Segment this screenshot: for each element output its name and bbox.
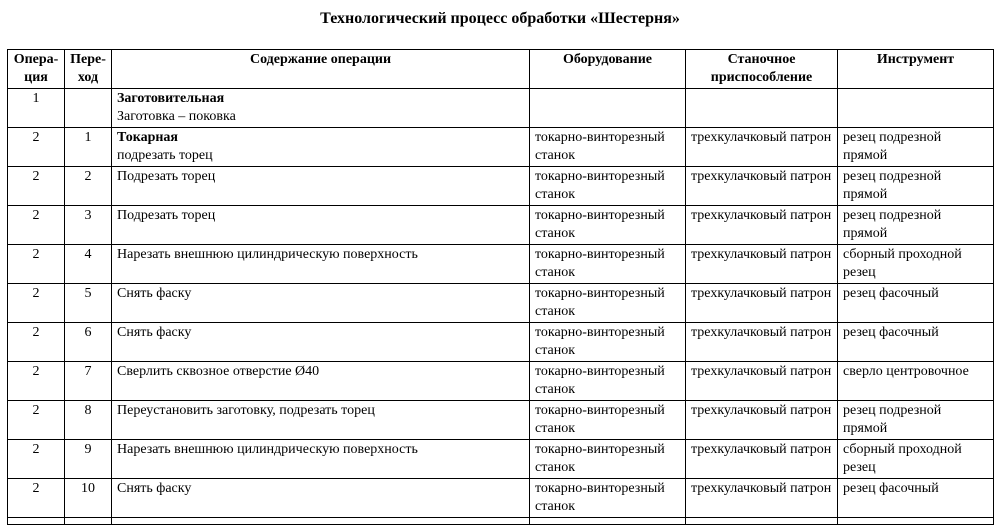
operation-content: Снять фаску: [117, 286, 192, 301]
header-content: Содержание операции: [112, 50, 530, 89]
header-equipment: Оборудование: [530, 50, 686, 89]
cell-tool: [838, 89, 994, 128]
cell-operation: 2: [8, 167, 65, 206]
cell-content: [112, 89, 530, 128]
table-row: [8, 362, 994, 401]
cell-tool: сборный проходной резец: [838, 440, 994, 479]
cell-equipment: токарно-винторезный станок: [530, 167, 686, 206]
cell-content: [112, 479, 530, 518]
table-row: [8, 245, 994, 284]
header-operation: Опера-ция: [8, 50, 65, 89]
cell-content: [112, 245, 530, 284]
header-tool: Инструмент: [838, 50, 994, 89]
operation-name: Заготовительная: [117, 91, 225, 106]
cell-content: [112, 128, 530, 167]
cell-equipment: токарно-винторезный станок: [530, 479, 686, 518]
cell-equipment: токарно-винторезный станок: [530, 128, 686, 167]
cell-operation: 2: [8, 479, 65, 518]
cell-operation: 2: [8, 245, 65, 284]
cell-transition: 9: [65, 440, 112, 479]
operation-content: Снять фаску: [117, 325, 192, 340]
cell-transition: 1: [65, 128, 112, 167]
table-row: [8, 284, 994, 323]
cell-tool: резец фасочный: [838, 323, 994, 362]
cell-transition: 4: [65, 245, 112, 284]
page-title: Технологический процесс обработки «Шестерня»: [320, 10, 680, 27]
cell-fixture: трехкулачковый патрон: [686, 479, 838, 518]
table-row: [8, 440, 994, 479]
cell-transition: 5: [65, 284, 112, 323]
cell-equipment: токарно-винторезный станок: [530, 362, 686, 401]
cell-content: [112, 362, 530, 401]
operation-content: Сверлить сквозное отверстие Ø40: [117, 364, 320, 379]
table-row: [8, 323, 994, 362]
cell-transition: 10: [65, 479, 112, 518]
cell-fixture: трехкулачковый патрон: [686, 440, 838, 479]
cell-equipment: токарно-винторезный станок: [530, 245, 686, 284]
operation-content: Нарезать внешнюю цилиндрическую поверхность: [117, 442, 418, 457]
cell-operation: 2: [8, 323, 65, 362]
empty-cell: [112, 518, 530, 525]
table-body: [8, 89, 994, 525]
cell-fixture: трехкулачковый патрон: [686, 323, 838, 362]
cell-equipment: токарно-винторезный станок: [530, 284, 686, 323]
cell-operation: 2: [8, 206, 65, 245]
empty-cell: [8, 518, 65, 525]
cell-content: [112, 284, 530, 323]
cell-transition: [65, 89, 112, 128]
process-table: [7, 49, 994, 525]
cell-tool: резец фасочный: [838, 479, 994, 518]
cell-tool: резец подрезной прямой: [838, 128, 994, 167]
operation-content: подрезать торец: [117, 148, 213, 163]
cell-fixture: трехкулачковый патрон: [686, 167, 838, 206]
operation-content: Снять фаску: [117, 481, 192, 496]
operation-content: Переустановить заготовку, подрезать торец: [117, 403, 375, 418]
cell-fixture: трехкулачковый патрон: [686, 206, 838, 245]
table-row: [8, 518, 994, 525]
cell-tool: сверло центровочное: [838, 362, 994, 401]
table-row: [8, 128, 994, 167]
header-transition: Пере-ход: [65, 50, 112, 89]
cell-operation: 2: [8, 401, 65, 440]
cell-content: [112, 167, 530, 206]
cell-equipment: токарно-винторезный станок: [530, 323, 686, 362]
empty-cell: [838, 518, 994, 525]
cell-operation: 2: [8, 128, 65, 167]
operation-content: Заготовка – поковка: [117, 109, 236, 124]
cell-fixture: [686, 89, 838, 128]
operation-content: Подрезать торец: [117, 208, 216, 223]
header-row: [8, 50, 994, 89]
cell-operation: 1: [8, 89, 65, 128]
cell-fixture: трехкулачковый патрон: [686, 128, 838, 167]
cell-tool: резец подрезной прямой: [838, 401, 994, 440]
cell-equipment: токарно-винторезный станок: [530, 206, 686, 245]
cell-equipment: [530, 89, 686, 128]
cell-transition: 7: [65, 362, 112, 401]
operation-name: Токарная: [117, 130, 178, 145]
cell-operation: 2: [8, 362, 65, 401]
header-fixture: Станочное приспособление: [686, 50, 838, 89]
empty-cell: [530, 518, 686, 525]
table-row: [8, 206, 994, 245]
cell-transition: 8: [65, 401, 112, 440]
cell-fixture: трехкулачковый патрон: [686, 362, 838, 401]
cell-content: [112, 401, 530, 440]
cell-transition: 2: [65, 167, 112, 206]
cell-fixture: трехкулачковый патрон: [686, 284, 838, 323]
table-row: [8, 167, 994, 206]
cell-tool: резец фасочный: [838, 284, 994, 323]
cell-tool: резец подрезной прямой: [838, 206, 994, 245]
operation-content: Подрезать торец: [117, 169, 216, 184]
table-row: [8, 89, 994, 128]
cell-tool: сборный проходной резец: [838, 245, 994, 284]
table-row: [8, 479, 994, 518]
empty-cell: [65, 518, 112, 525]
cell-operation: 2: [8, 284, 65, 323]
cell-transition: 6: [65, 323, 112, 362]
cell-content: [112, 206, 530, 245]
cell-equipment: токарно-винторезный станок: [530, 440, 686, 479]
operation-content: Нарезать внешнюю цилиндрическую поверхность: [117, 247, 418, 262]
cell-equipment: токарно-винторезный станок: [530, 401, 686, 440]
cell-content: [112, 440, 530, 479]
cell-transition: 3: [65, 206, 112, 245]
cell-fixture: трехкулачковый патрон: [686, 245, 838, 284]
cell-fixture: трехкулачковый патрон: [686, 401, 838, 440]
cell-tool: резец подрезной прямой: [838, 167, 994, 206]
cell-content: [112, 323, 530, 362]
empty-cell: [686, 518, 838, 525]
table-row: [8, 401, 994, 440]
cell-operation: 2: [8, 440, 65, 479]
